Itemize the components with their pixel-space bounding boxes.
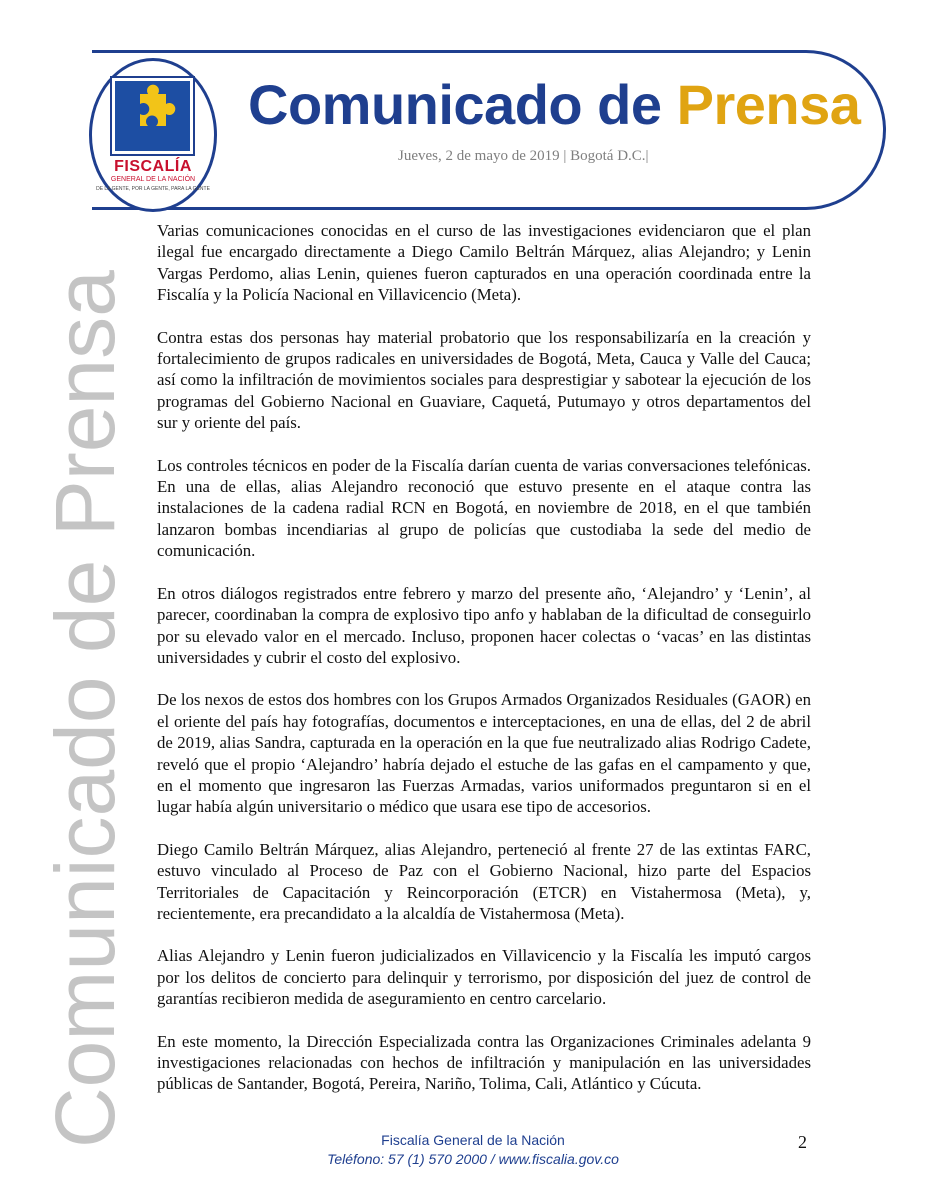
footer-contact: Teléfono: 57 (1) 570 2000 / www.fiscalia.gov.co [327, 1151, 619, 1167]
paragraph: En otros diálogos registrados entre febrero y marzo del presente año, ‘Alejandro’ y ‘Lenin’, al parecer, coordinaban la compra de explosivo tipo anfo y hablaban de la dificultad de conseguirlo por su elevado valor en el mercado. Incluso, proponen hacer colectas o ‘vacas’ en las distintas universidades y cubrir el costo del explosivo. [157, 583, 811, 667]
paragraph: De los nexos de estos dos hombres con los Grupos Armados Organizados Residuales (GAOR) en el oriente del país hay fotografías, documentos e interceptaciones, en una de ellas, del 2 de abril de 2019, alias Sandra, capturada en la operación en la que fue neutralizado alias Rodrigo Cadete, reveló que el propio ‘Alejandro’ habría dejado el estuche de las gafas en el campamento y que, en el momento que ingresaron las Fuerzas Armadas, varios uniformados preguntaron si en el lugar había algún universitario o médico que usara ese tipo de accesorios. [157, 690, 811, 817]
title-part-1: Comunicado de [248, 73, 677, 136]
logo-tagline: DE LA GENTE, POR LA GENTE, PARA LA GENTE [96, 186, 210, 192]
puzzle-piece-icon [110, 76, 195, 156]
title-part-2: Prensa [676, 73, 861, 136]
page-title [248, 72, 860, 137]
logo-subtitle: GENERAL DE LA NACIÓN [110, 176, 196, 183]
paragraph: En este momento, la Dirección Especializada contra las Organizaciones Criminales adelanta 9 investigaciones relacionadas con hechos de infiltración y manipulación en las universidades públicas de Santander, Bogotá, Pereira, Nariño, Tolima, Cali, Atlántico y Cúcuta. [157, 1031, 811, 1094]
paragraph: Varias comunicaciones conocidas en el curso de las investigaciones evidenciaron que el plan ilegal fue encargado directamente a Diego Camilo Beltrán Márquez, alias Alejandro; y Lenin Vargas Perdomo, alias Lenin, quienes fueron capturados en una operación coordinada entre la Fiscalía y la Policía Nacional en Villavicencio (Meta). [157, 221, 811, 305]
logo-name: FISCALÍA [114, 158, 192, 175]
footer-org: Fiscalía General de la Nación [381, 1132, 565, 1148]
paragraph: Alias Alejandro y Lenin fueron judicializados en Villavicencio y la Fiscalía les imputó cargos por los delitos de concierto para delinquir y terrorismo, por disposición del juez de control de garantías recibieron medida de aseguramiento en centro carcelario. [157, 946, 811, 1009]
paragraph: Los controles técnicos en poder de la Fiscalía darían cuenta de varias conversaciones telefónicas. En una de ellas, alias Alejandro reconoció que estuvo presente en el ataque contra las instalaciones de la cadena radial RCN en Bogotá, en noviembre de 2018, en el que también lanzaron bombas incendiarias al grupo de policías que custodiaba la sede del medio de comunicación. [157, 455, 811, 561]
logo-emblem [110, 76, 195, 156]
side-watermark-text: Comunicado de Prensa [38, 270, 132, 1148]
body-content [157, 220, 811, 1116]
paragraph: Diego Camilo Beltrán Márquez, alias Alejandro, perteneció al frente 27 de las extintas FARC, estuvo vinculado al Proceso de Paz con el Gobierno Nacional, hizo parte del Espacios Territoriales de Capacitación y Reincorporación (ETCR) en Vistahermosa (Meta), y, recientemente, era precandidato a la alcaldía de Vistahermosa (Meta). [157, 839, 811, 923]
fiscalia-logo [89, 58, 217, 212]
page-number: 2 [798, 1132, 807, 1152]
paragraph: Contra estas dos personas hay material probatorio que los responsabilizaría en la creación y fortalecimiento de grupos radicales en universidades de Bogotá, Meta, Cauca y Valle del Cauca; así como la infiltración de movimientos sociales para desprestigiar y sabotear la ejecución de los programas del Gobierno Nacional en Guaviare, Caquetá, Putumayo y otros departamentos del sur y oriente del país. [157, 327, 811, 433]
header-date: Jueves, 2 de mayo de 2019 | Bogotá D.C.| [398, 148, 649, 164]
